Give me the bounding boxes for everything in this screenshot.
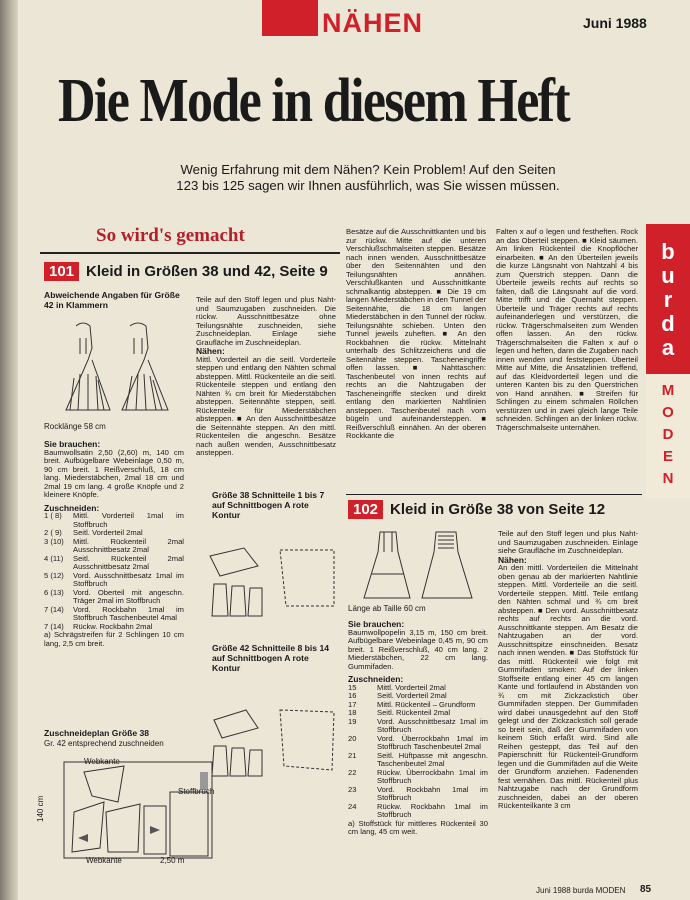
magazine-spine bbox=[0, 0, 18, 900]
side-tab-letter: O bbox=[662, 404, 674, 421]
footer-issue: Juni 1988 burda MODEN bbox=[536, 886, 626, 895]
cutting-instructions: Teile auf den Stoff legen und plus Naht- und Saumzugaben zuschneiden. Die rückw. Ausschnittbesätze ohne Teilungsnähte zuschneiden, siehe Zuschneideplan. Einlage siehe Graufläche im Zuschneideplan. bbox=[196, 295, 336, 347]
cut-piece-number: 5 (12) bbox=[44, 570, 64, 580]
side-tab-letter: N bbox=[662, 470, 674, 487]
dress-101-sketch bbox=[58, 318, 178, 418]
plan-label-stoffbruch: Stoffbruch bbox=[178, 787, 215, 796]
cut-list-item bbox=[44, 589, 184, 606]
naehen-heading: Nähen: bbox=[196, 346, 225, 356]
cut-list-item bbox=[348, 718, 488, 735]
cut-piece-text: Mittl. Rückenteil – Grundform bbox=[377, 699, 476, 709]
skirt-length: Rocklänge 58 cm bbox=[44, 422, 106, 431]
cut-piece-text: Mittl. Rückenteil 2mal Ausschnittbesatz 2mal bbox=[73, 536, 184, 554]
heading-rule bbox=[40, 252, 340, 254]
cut-piece-text: Rückw. Rockbahn 1mal im Stoffbruch bbox=[377, 801, 488, 819]
cut-piece-number: 22 bbox=[348, 767, 357, 777]
cut-piece-text: Seitl. Vorderteil 2mal bbox=[377, 691, 447, 700]
section-color-tab bbox=[262, 0, 318, 36]
item-101-continued-col4: Falten x auf o legen und festheften. Rock an das Oberteil steppen. ■ Kleid säumen. Am linken Rückenteil die Knopflöcher einarbeiten. ■ An den Überteilen jeweils die kurze Längsnaht von Nahtzahl 4 bis zum Querstrich steppen. Dann die Überteile jeweils rechts auf rechts so falten, daß die Längsnaht auf die vord. Mitte trifft und die Quernaht steppen. Überteile und Träger rechts auf rechts aufeinanderlegen und verstürzen, die rückw. Trägerschmalseiten zum Wenden offen lassen. An den rückw. Trägerschmalseiten die Falten x auf o legen und heften, dann die Zugaben nach innen wenden und feststeppen. Überteil Mitte auf Mitte, die Ansatzlinien treffend, auf das Kleidvorderteil legen und die unteren Kanten bis zu den Querstrichen von Hand annähen. ■ Streifen für Schlingen zu einem schmalen Röllchen verstürzen und in zwei gleich lange Teile schneiden. Schlingen an der linken rückw. Trägerschmalseite unternähen. bbox=[496, 227, 638, 432]
needs-heading: Sie brauchen: bbox=[44, 439, 101, 449]
intro-text: Wenig Erfahrung mit dem Nähen? Kein Problem! Auf den Seiten 123 bis 125 sagen wir Ihnen ausführlich, was Sie wissen müssen. bbox=[176, 162, 560, 193]
cut-piece-text: Vord. Oberteil mit angeschn. Träger 2mal im Stoffbruch bbox=[73, 587, 184, 605]
cut-list-item bbox=[44, 572, 184, 589]
cut-piece-text: Vord. Rockbahn 1mal im Stoffbruch Taschenbeutel 4mal bbox=[73, 604, 184, 622]
side-tab-letter: d bbox=[661, 311, 675, 336]
plan-label-webkante-top: Webkante bbox=[84, 757, 120, 766]
cut-list-item bbox=[44, 512, 184, 529]
side-tab-letter: M bbox=[661, 382, 675, 399]
cut-piece-number: 16 bbox=[348, 691, 357, 700]
item-102-rule bbox=[346, 494, 642, 495]
cut-piece-text: Seitl. Rückenteil 2mal bbox=[377, 708, 451, 717]
side-tab-moden bbox=[646, 374, 690, 498]
pattern-size-42: Größe 42 Schnitteile 8 bis 14 auf Schnittbogen A rote Kontur bbox=[212, 643, 330, 673]
length-from-waist: Länge ab Taille 60 cm bbox=[348, 604, 426, 613]
cut-piece-text: Mittl. Vorderteil 1mal im Stoffbruch bbox=[73, 511, 184, 529]
cut-piece-text: Seitl. Rückenteil 2mal Ausschnittbesatz 2mal bbox=[73, 553, 184, 571]
cut-piece-number: 23 bbox=[348, 784, 357, 794]
side-tab-letter: E bbox=[662, 448, 673, 465]
cut-piece-number: 17 bbox=[348, 699, 357, 709]
item-102-heading bbox=[348, 500, 605, 519]
cut-piece-number: 15 bbox=[348, 682, 357, 692]
plan-label-height: 140 cm bbox=[36, 795, 45, 822]
cut-list-item bbox=[44, 606, 184, 623]
cut-list-item bbox=[44, 538, 184, 555]
cut-piece-number: 7 (14) bbox=[44, 604, 64, 614]
side-tab-letter: a bbox=[661, 335, 675, 360]
side-tab-letter: r bbox=[663, 287, 673, 312]
cut-extra: a) Stoffstück für mittleres Rückenteil 30 cm lang, 45 cm weit. bbox=[348, 818, 488, 836]
naehen-text: An den mittl. Vorderteilen die Mittelnaht oben genau ab der markierten Nahtlinie steppen. Mittl. Vorderteile an die seitl. Vorderteile steppen. Mittl. Teile entlang den Nähten schmal und ¾ cm breit absteppen. ■ Den vord. Ausschnittbesatz rechts auf rechts an die vord. Ausschnittkante steppen. Am Besatz die Nahtzugaben an der vord. Ausschnittspitze einschneiden. Besatz nach innen wenden. ■ Das Stoffstück für das mittl. Rückenteil wie folgt mit Gummifaden smoken: Auf der linken Stoffseite entlang einer 45 cm langen Kante und fortlaufend in Abständen von ¾ cm mit Zickzackstich über Gummifaden steppen. Der Gummifaden wird dabei unausgedehnt auf den Stoff gelegt und der Zickzackstich soll gerade so breit sein, daß der Gummifaden von keinem Stich erfaßt wird. Sind alle Reihen gesteppt, das Teil auf den Papierschnitt für Rückenteil-Grundform legen und die Gummifäden auf die Weite der Grundform anziehen. Fadenenden fest vernähen. Das mittl. Rückenteil plus Nahtzugabe nach der Grundform zuschneiden, dabei an der oberen Rückenteilkante 3 cm bbox=[498, 563, 638, 810]
needs-text: Baumwollpopelin 3,15 m, 150 cm breit. Aufbügelbare Webeinlage 0,45 m, 90 cm breit. 1 Reißverschluß, 40 cm lang. 2 Miederstäbchen, 22 cm lang. Gummifaden. bbox=[348, 627, 488, 671]
side-tab-letter: D bbox=[662, 426, 674, 443]
cut-piece-number: 6 (13) bbox=[44, 587, 64, 597]
section-label: NÄHEN bbox=[322, 8, 424, 38]
side-tab-letter: b bbox=[661, 239, 675, 264]
item-101-heading bbox=[44, 262, 328, 281]
cut-piece-text: Vord. Ausschnittbesatz 1mal im Stoffbruch bbox=[377, 716, 488, 734]
cut-piece-number: 7 (14) bbox=[44, 621, 64, 631]
cut-piece-text: Vord. Rockbahn 1mal im Stoffbruch bbox=[377, 784, 488, 802]
cutting-plan-sub: Gr. 42 entsprechend zuschneiden bbox=[44, 739, 164, 748]
item-number-badge: 102 bbox=[348, 500, 383, 519]
cut-list-item bbox=[44, 555, 184, 572]
cut-piece-number: 19 bbox=[348, 716, 357, 726]
cut-piece-number: 20 bbox=[348, 733, 357, 743]
pattern-pieces-38 bbox=[200, 536, 340, 622]
item-101-instructions bbox=[196, 296, 336, 458]
item-title: Kleid in Größen 38 und 42, Seite 9 bbox=[86, 263, 328, 280]
side-tab-burda bbox=[652, 240, 684, 360]
page-headline: Die Mode in diesem Heft bbox=[58, 67, 569, 135]
burda-moden-side-tab bbox=[646, 224, 690, 498]
cut-piece-text: Vord. Überrockbahn 1mal im Stoffbruch Taschenbeutel 2mal bbox=[377, 733, 488, 751]
cut-list bbox=[44, 512, 184, 631]
cut-piece-text: Rückw. Rockbahn 2mal bbox=[73, 621, 153, 631]
cut-piece-text: Seitl. Vorderteil 2mal bbox=[73, 528, 143, 537]
plan-label-webkante-bottom: Webkante bbox=[86, 856, 122, 865]
item-102-materials bbox=[348, 616, 488, 837]
pattern-pieces-42 bbox=[200, 700, 340, 784]
how-to-heading: So wird's gemacht bbox=[96, 225, 245, 246]
page-number: 85 bbox=[640, 884, 652, 895]
cut-piece-number: 3 (10) bbox=[44, 536, 64, 546]
pattern-size-38: Größe 38 Schnitteile 1 bis 7 auf Schnittbogen A rote Kontur bbox=[212, 490, 325, 520]
cut-heading: Zuschneiden: bbox=[44, 502, 100, 513]
side-tab-letter: u bbox=[661, 263, 675, 288]
dress-102-sketch bbox=[360, 528, 480, 602]
item-102-instructions bbox=[498, 530, 638, 811]
cut-list-item bbox=[348, 786, 488, 803]
cut-piece-number: 21 bbox=[348, 750, 357, 760]
cut-heading: Zuschneiden: bbox=[348, 674, 404, 684]
item-101-continued-col3: Besätze auf die Ausschnittkanten und bis zur rückw. Mitte auf die unteren Verschlußschmalseiten steppen. Besätze nach innen wenden. Ausschnittbesätze über den Seitennähten und den Teilungsnähten annähen. Verschlußkanten und Ausschnittkante schmalkantig absteppen. ■ Die 19 cm langen Miederstäbchen in den Tunnel der Seitennähte, die 18 cm langen Miederstäbchen in den Tunnel der rückw. Teilungsnähte schieben. Unten den Tunnel jeweils zuheften. ■ An den Rockbahnen die rückw. Mittelnaht unterhalb des Schlitzzeichens und die Seitennähte steppen. Tascheneingriffe offen lassen. ■ Nahttaschen: Taschenbeutel von innen rechts auf rechts an die Nahtzugaben der Tascheneingriffe stecken und direkt entlang den markierten Nahtlinien ansteppen. Taschenbeutel nach vorn bügeln und aufeinandersteppen. ■ Reißverschluß einnähen. An der oberen Rockkante die bbox=[346, 227, 486, 440]
naehen-text: Mittl. Vorderteil an die seitl. Vorderteile steppen und entlang den Nähten schmal absteppen. Mittl. Rückenteile an die seitl. Rückenteile steppen und entlang den Nähten ¾ cm breit für Miederstäbchen absteppen. Seitennähte steppen, seitl. Rückenteile für Miederstäbchen absteppen. ■ An den Ausschnittbesätze die Seitennähte steppen. An den mittl. Rückenteilen die angeschn. Besätze nach außen wenden, Ausschnittbesatz ansteppen. bbox=[196, 354, 336, 457]
cut-piece-text: Vord. Ausschnittbesatz 1mal im Stoffbruch bbox=[73, 570, 184, 588]
cut-piece-text: Mittl. Vorderteil 2mal bbox=[377, 682, 446, 692]
plan-label-width: 2,50 m bbox=[160, 856, 185, 865]
cut-list-item bbox=[348, 752, 488, 769]
cut-piece-text: Rückw. Überrockbahn 1mal im Stoffbruch bbox=[377, 767, 488, 785]
cutting-instructions: Teile auf den Stoff legen und plus Naht- und Saumzugaben zuschneiden. Einlage siehe Graufläche im Zuschneideplan. bbox=[498, 529, 638, 555]
deviation-note: Abweichende Angaben für Größe 42 in Klammern bbox=[44, 290, 180, 310]
needs-text: Baumwollsatin 2,50 (2,60) m, 140 cm breit. Aufbügelbare Webeinlage 0,50 m, 90 cm breit. 1 Reißverschluß, 18 cm lang. Miederstäbchen, 2mal 18 cm und 2mal 19 cm lang. 4 große Knöpfe und 2 kleinere Knöpfe. bbox=[44, 447, 184, 499]
item-title: Kleid in Größe 38 von Seite 12 bbox=[390, 501, 606, 518]
item-101-materials bbox=[44, 436, 184, 648]
cut-extra: a) Schrägstreifen für 2 Schlingen 10 cm lang, 2,5 cm breit. bbox=[44, 630, 184, 648]
cut-list bbox=[348, 684, 488, 820]
cut-list-item bbox=[348, 769, 488, 786]
cut-piece-text: Seitl. Hüftpasse mit angeschn. Taschenbeutel 2mal bbox=[377, 750, 488, 768]
needs-heading: Sie brauchen: bbox=[348, 619, 405, 629]
cut-piece-number: 4 (11) bbox=[44, 553, 64, 563]
cut-piece-number: 24 bbox=[348, 801, 357, 811]
issue-date: Juni 1988 bbox=[583, 15, 647, 31]
item-number-badge: 101 bbox=[44, 262, 79, 281]
cut-piece-number: 2 ( 9) bbox=[44, 528, 62, 537]
cut-piece-number: 1 ( 8) bbox=[44, 511, 62, 520]
cut-list-item bbox=[348, 803, 488, 820]
naehen-heading: Nähen: bbox=[498, 554, 527, 565]
cutting-plan-heading: Zuschneideplan Größe 38 bbox=[44, 728, 150, 738]
cut-piece-number: 18 bbox=[348, 708, 357, 717]
cut-list-item bbox=[348, 735, 488, 752]
